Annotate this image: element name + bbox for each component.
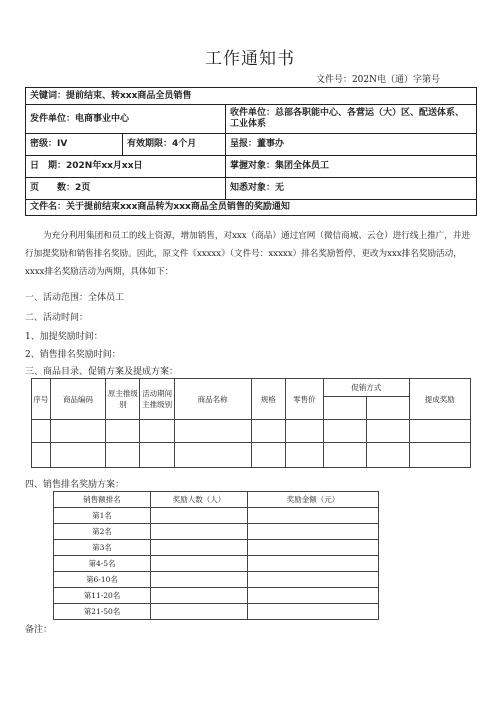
product-header-cell: 商品编码 — [50, 379, 106, 420]
intro-paragraph: 为充分利用集团和员工的线上资源，增加销售，对xxx（商品）通过官网（微信商城、云仓）进行线上推广，并进行加提奖励和销售排名奖励。因此，原文件《xxxxx》（文件号：xxxxx）排名奖励暂停，更改为xxx排名奖励活动，xxxx排名奖励活动为两期，具体如下： — [25, 231, 471, 277]
rank-label: 第3名 — [54, 540, 151, 556]
inform-cell: 知悉对象：无 — [226, 178, 477, 200]
sender-cell: 发件单位：电商事业中心 — [26, 105, 226, 134]
product-header-cell: 零售价 — [285, 379, 323, 420]
product-table — [31, 378, 471, 468]
table-row — [54, 556, 379, 572]
table-row — [54, 588, 379, 604]
rank-label: 第2名 — [54, 524, 151, 540]
rank-label: 第6-10名 — [54, 572, 151, 588]
table-row — [54, 604, 379, 620]
section-time-1: 1、加提奖励时间： — [25, 332, 103, 342]
grasp-cell: 掌握对象：集团全体员工 — [226, 156, 477, 178]
ranking-table — [53, 491, 379, 620]
document-number: 文件号：202N电（通）字第号 — [315, 75, 440, 85]
table-row — [54, 540, 379, 556]
table-row — [54, 508, 379, 524]
product-header-cell: 提成奖励 — [409, 379, 470, 420]
section-scope: 一、活动范围：全体员工 — [25, 293, 125, 303]
table-row — [32, 420, 471, 443]
date-cell: 日 期：202N年xx月xx日 — [26, 156, 226, 178]
ranking-header-cell: 销售额排名 — [54, 492, 151, 508]
rank-label: 第11-20名 — [54, 588, 151, 604]
secrecy-cell: 密级：IV — [26, 134, 123, 156]
rank-label: 第4-5名 — [54, 556, 151, 572]
rank-label: 第21-50名 — [54, 604, 151, 620]
header-table — [25, 87, 477, 216]
document-title: 工作通知书 — [205, 49, 295, 69]
report-cell: 呈报：董事办 — [226, 134, 477, 156]
product-header-cell: 活动期间主推级别 — [140, 379, 174, 420]
product-header-cell: 原主推级别 — [106, 379, 140, 420]
product-header-cell: 序号 — [32, 379, 51, 420]
validity-cell: 有效期限：4个月 — [123, 134, 226, 156]
ranking-header-cell: 奖励人数（人） — [151, 492, 248, 508]
section-ranking: 四、销售排名奖励方案： — [25, 480, 125, 490]
product-header-cell: 促销方式 — [323, 379, 409, 397]
product-empty-cell — [366, 397, 409, 420]
receiver-cell: 收件单位：总部各职能中心、各营运（大）区、配送体系、工业体系 — [226, 105, 477, 134]
rank-label: 第1名 — [54, 508, 151, 524]
section-catalog: 三、商品目录、促销方案及提成方案： — [25, 367, 179, 377]
keywords-cell: 关键词：提前结束、转xxx商品全员销售 — [26, 88, 477, 105]
product-empty-cell — [323, 397, 366, 420]
table-row — [54, 572, 379, 588]
ranking-header-cell: 奖励金额（元） — [248, 492, 379, 508]
section-time-2: 2、销售排名奖励时间： — [25, 350, 121, 360]
remark-label: 备注： — [25, 625, 53, 635]
filename-cell: 文件名：关于提前结束xxx商品转为xxx商品全员销售的奖励通知 — [26, 200, 477, 216]
product-header-cell: 规格 — [251, 379, 285, 420]
pages-cell: 页 数：2页 — [26, 178, 226, 200]
product-header-cell: 商品名称 — [174, 379, 251, 420]
section-time: 二、活动时间： — [25, 313, 89, 323]
table-row — [54, 524, 379, 540]
table-row — [32, 443, 471, 468]
